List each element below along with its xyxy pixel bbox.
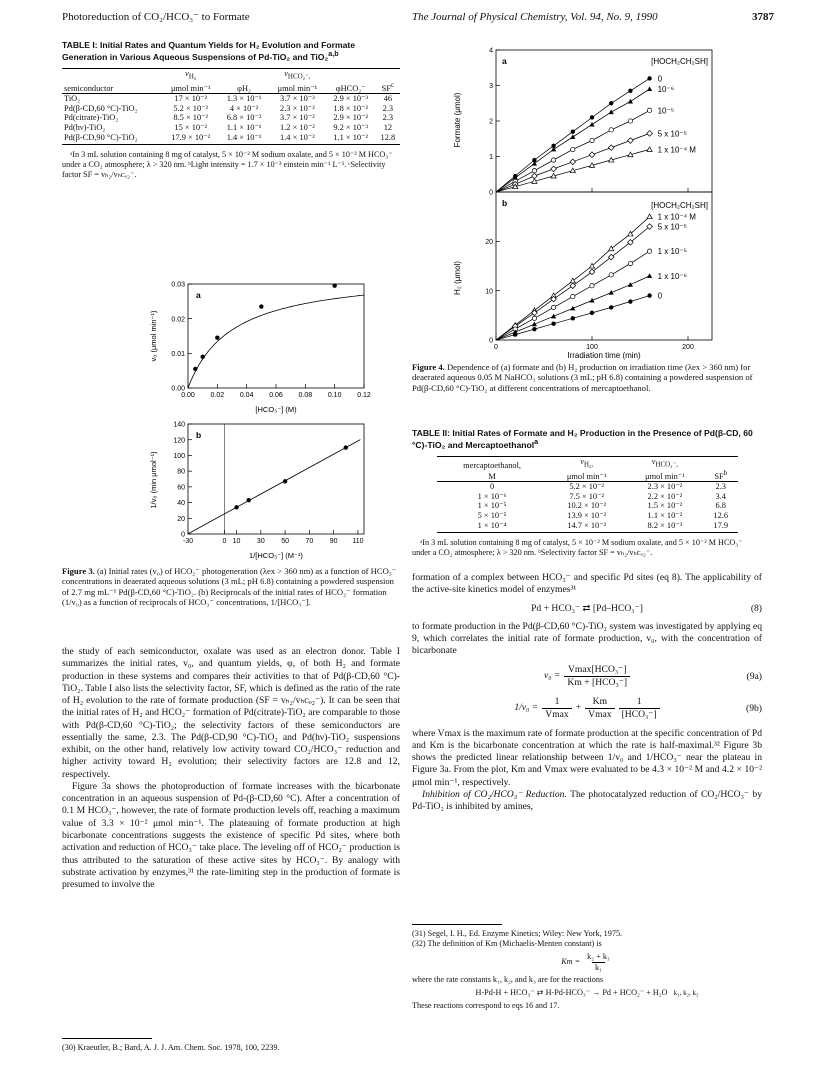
f4b-point [570,278,575,283]
f4a-point [532,169,536,173]
f4a-series-label: 10⁻⁵ [657,106,675,116]
figure3b-point [234,505,238,509]
f4a-point [608,145,614,151]
table2 [437,456,738,533]
f4a-point [609,128,613,132]
f4a-y-tick-label: 1 [489,154,493,162]
f4b-point [609,290,614,295]
km-definition: Km = $\frac{\text{k₂ + k₃}}{\text{k₁}}$ [561,951,610,972]
f4b-point [513,332,517,336]
t2-head-sf: $SF^b$ [704,470,738,482]
figure3b-x-tick-label: 30 [256,538,265,545]
f4b-point [532,322,537,327]
figure3b-ylabel: 1/v₀ (min μmol⁻¹) [149,451,158,509]
f4a-point [647,147,652,152]
figure4a-panel-label: a [502,56,507,66]
f4b-series-label: 1 x 10⁻⁵ [657,247,687,257]
figure4-plots [412,40,762,360]
page-number: 3787 [752,11,774,23]
f4b-point [571,294,575,298]
equation-9a: v₀ = Vmax[HCO₃⁻] Km + [HCO₃⁻] (9a) [543,663,762,688]
f4b-series-label: 1 x 10⁻⁴ M [657,212,696,222]
f4a-point [628,99,633,104]
f4b-x-tick-label: 200 [682,344,694,351]
f4a-point [570,159,576,165]
table-row: 1 × 10⁻⁶ 7.5 × 10⁻² 2.2 × 10⁻² 3.4 [477,491,726,501]
table1-caption-sup: a,b [328,50,339,59]
figure4b-legend-title: [HOCH₂CH₂SH] [651,201,708,210]
reference-31: (31) Segel, I. H., Ed. Enzyme Kinetics; Wiley: New York, 1975. [412,929,623,938]
f4a-point [609,101,613,105]
right-paragraph-3: where Vmax is the maximum rate of formate production at the specific concentration of Pd and Km is the bicarbonate concentration at which the rate is half-maximal.³² Figure 3b shows the predicted linear relationship between 1/v₀ and 1/HCO₃⁻ near the plateau in Figure 3a. From the plot, Km and Vmax were evaluated to be 4.3 × 10⁻² M and 4.2 × 10⁻² μmol min⁻¹, respectively. [412,727,762,788]
table-row: Pd(citrate)-TiO₂ 8.5 × 10⁻² 6.8 × 10⁻² 3.7 × 10⁻² 2.9 × 10⁻² 2.3 [64,113,394,123]
figure3a-panel-label: a [196,290,201,300]
reaction-scheme: H-Pd-H + HCO₃⁻ ⇄ H-Pd-HCO₃⁻ → Pd + HCO₂⁻ + H₂O k₁, k₂, k₃ [475,988,699,998]
figure3a-frame [188,284,364,388]
f4b-point [628,282,633,287]
figure4a-frame [496,50,712,192]
t1-head-semiconductor: semiconductor [62,82,162,94]
figure3b-y-tick-label: 100 [173,453,185,461]
figure4a-legend-title: [HOCH₂CH₂SH] [651,57,708,66]
figure3a-x-tick-label: 0.10 [327,392,342,399]
figure3a-x-tick-label: 0.06 [269,392,283,399]
f4b-point [551,322,555,326]
rate-constant-labels: k₁, k₂, k₃ [673,989,699,998]
f4a-point [647,76,651,80]
f4b-point [589,298,594,303]
figure3b-y-tick-label: 0 [181,531,185,539]
figure3a-point [332,284,336,288]
figure4b-ylabel: H₂ (μmol) [453,261,462,295]
f4a-point [551,166,557,172]
figure3b-point [344,445,348,449]
f4a-point [590,138,594,142]
figure4b-panel-label: b [502,198,508,208]
figure3a-xlabel: [HCO₃⁻] (M) [255,405,297,414]
t1-head-phihco2: φHCO₂⁻ [326,82,376,94]
left-body-text [62,646,400,891]
figure3b-x-tick-label: 50 [281,538,290,545]
right-body-text [412,572,762,813]
f4b-point [551,305,555,309]
f4b-y-tick-label: 0 [489,337,493,345]
figure3b-xlabel: 1/[HCO₃⁻] (M⁻¹) [249,551,303,560]
figure3a-y-tick-label: 0.03 [171,281,185,289]
f4b-point [590,311,594,315]
f4b-series-label: 5 x 10⁻⁵ [657,222,687,232]
figure3b-point [283,479,287,483]
figure3b-y-tick-label: 60 [177,484,185,492]
f4a-y-tick-label: 3 [489,83,493,91]
table-row: Pd(β-CD,60 °C)-TiO₂ 5.2 × 10⁻² 4 × 10⁻² 2.3 × 10⁻² 1.8 × 10⁻² 2.3 [64,103,394,113]
reference-32-text: where the rate constants k₁, k₂, and k₃ are for the reactions [412,975,604,985]
figure3b-panel-label: b [196,430,202,440]
figure3a-point [215,336,219,340]
f4b-x-tick-label: 100 [586,344,598,351]
figure3a-x-tick-label: 0.04 [239,392,254,399]
f4a-point [647,131,653,137]
t2-head-vhco2-top: $v_{HCO_2^-,}$ [626,457,704,470]
table-row: 5 × 10⁻⁵ 13.9 × 10⁻² 1.1 × 10⁻² 12.6 [477,510,729,520]
footnote-rule [412,924,502,925]
figure3a-x-tick-label: 0.08 [298,392,313,399]
figure3b-y-tick-label: 20 [177,515,185,523]
f4a-point [628,89,632,93]
f4a-y-tick-label: 2 [489,118,493,126]
right-references [412,918,762,1011]
f4a-point [589,152,595,158]
figure3b-x-tick-label: 70 [305,538,314,545]
f4b-point [609,246,614,251]
table1 [62,68,400,145]
figure3a-y-tick-label: 0.02 [171,316,185,324]
t2-head-mercapto-top: mercaptoethanol, [437,457,548,470]
f4a-point [628,138,634,144]
reference-32-end: These reactions correspond to eqs 16 and 17. [412,1001,560,1011]
table-row: 1 × 10⁻⁵ 10.2 × 10⁻² 1.5 × 10⁻² 6.8 [477,501,726,511]
f4b-point [532,316,536,320]
f4b-point [609,273,613,277]
running-header-title: Photoreduction of CO₂/HCO₃⁻ to Formate [62,11,250,23]
f4a-point [609,110,614,115]
t1-head-sf: $SF^c$ [376,82,400,94]
f4b-point [570,306,575,311]
t2-head-vh2-top: $v_{H_2,}$ [548,457,626,470]
f4a-point [628,119,632,123]
f4b-point [647,293,651,297]
f4a-point [590,115,594,119]
figure4-caption: Figure 4. Dependence of (a) formate and (b) H₂ production on irradiation time (λex > 360 nm) for deaerated aqueous 0.05 M NaHCO₃ solutions (3 mL; pH 6.8) containing a powdered suspension of Pd(β-CD,60 °C)-TiO₂ at different concentrations of mercaptoethanol. [412,362,753,393]
figure3a-x-tick-label: 0.00 [181,392,195,399]
f4a-point [532,173,538,179]
reference-32: (32) The definition of Km (Michaelis-Menten constant) is [412,938,602,948]
t1-head-vhco2-top: $v_{HCO_2^-,}$ [269,69,325,82]
figure3b-point [246,498,250,502]
table1-block [62,40,400,180]
figure3b-x-tick-label: 10 [232,538,241,545]
f4b-point [628,261,632,265]
figure4b-chart [453,189,712,360]
t2-head-vh2-unit: μmol min⁻¹ [548,470,626,482]
f4a-point [571,147,575,151]
figure3b-x-tick-label: -30 [182,538,194,545]
right-paragraph-2: to formate production in the Pd(β-CD,60 °C)-TiO₂ system was investigated by applying eq 9, which correlates the initial rate of formate production, v₀, with the concentration of bicarbonate [412,620,762,657]
left-paragraph-1: the study of each semiconductor, oxalate was used as an electron donor. Table I summarizes the initial rates, v₀, and quantum yields, φ, of both H₂ and formate production in these systems and compares their activities to that of Pd(β-CD,60 °C)-TiO₂. Table I also lists the selectivity factor, SF, which is defined as the ratio of the rate of H₂ evolution to the rate of formate production (SF = vₕ₂/vₕᴄₒ₂⁻). It can be seen that the initial rates of H₂ and HCO₂⁻ formation of Pd(citrate)-TiO₂ are comparable to those with Pd(β-CD,60 °C)-TiO₂; the selectivity factors of these semiconductors are essentially the same, 2.3. The Pd(β-CD,90 °C)-TiO₂ and Pd(hν)-TiO₂ suspensions exhibit, on the other hand, relatively low activity toward CO₂/HCO₃⁻ reduction and higher activity toward H₂ evolution; their selectivity factors are 12.8 and 12, respectively. [62,646,400,780]
table2-caption: TABLE II: Initial Rates of Formate and H₂ Production in the Presence of Pd(β-CD, 60 °C)-TiO₂ and Mercaptoethanol$^a$ [412,428,753,451]
table-row: 0 5.2 × 10⁻² 2.3 × 10⁻² 2.3 [489,481,726,491]
figure3a-y-tick-label: 0.00 [171,385,185,393]
right-paragraph-1: formation of a complex between HCO₃⁻ and specific Pd sites (eq 8). The applicability of the active-site kinetics model of enzymes³¹ [412,572,762,596]
t2-head-mercapto-unit: M [437,470,548,482]
f4b-point [571,316,575,320]
f4b-point [532,327,536,331]
right-paragraph-4: Inhibition of CO₂/HCO₃⁻ Reduction. The photocatalyzed reduction of CO₂/HCO₃⁻ by Pd-TiO₂ is inhibited by amines, [412,788,762,813]
figure3a-ylabel: v₀ (μmol min⁻¹) [149,310,158,362]
figure3a-point [259,304,263,308]
figure3b-y-tick-label: 120 [173,437,185,445]
figure3b-chart [149,422,364,560]
f4b-series-label: 1 x 10⁻⁶ [657,271,687,281]
f4a-series-line [496,89,650,192]
figure3b-x-tick-label: 0 [222,538,227,545]
left-references [62,1032,400,1053]
f4b-point [570,283,576,289]
figure4a-ylabel: Formate (μmol) [453,92,462,148]
figure4a-chart [453,48,712,197]
table1-caption: TABLE I: Initial Rates and Quantum Yields for H₂ Evolution and Formate Generation in Various Aqueous Suspensions of Pd-TiO₂ and TiO₂$^{a,b}$ [62,40,356,63]
figure3a-x-tick-label: 0.12 [357,392,371,399]
f4b-point [647,273,652,278]
f4a-y-tick-label: 4 [489,47,493,55]
reference-30: (30) Kraeutler, B.; Bard, A. J. J. Am. Chem. Soc. 1978, 100, 2239. [62,1043,280,1052]
f4a-point [647,108,651,112]
figure3a-y-tick-label: 0.01 [171,350,185,358]
f4b-point [628,299,632,303]
equation-8: Pd + HCO₃⁻ ⇄ [Pd–HCO₃⁻] (8) [531,602,762,614]
f4a-series-label: 1 x 10⁻⁴ M [657,145,696,155]
f4a-point [647,86,652,91]
t1-head-phih2: φH₂ [219,82,269,94]
figure3b-y-tick-label: 140 [173,421,185,429]
f4b-series-label: 0 [657,291,663,301]
equation-9b: 1/v₀ = 1 Vmax + Km Vmax 1 [HCO₃⁻] (9b) [514,695,762,720]
f4b-x-tick-label: 0 [494,344,498,351]
f4a-point [571,129,575,133]
table1-footnote: ᵃIn 3 mL solution containing 8 mg of catalyst, 5 × 10⁻² M sodium oxalate, and 5 × 10⁻² M HCO₃⁻ under a CO₂ atmosphere; λ > 320 nm. ᵇLight intensity = 1.7 × 10⁻³ einstein min⁻¹ L⁻¹. ᶜSelectivity factor SF = vₕ₂/vₕᴄₒ₂⁻. [62,150,393,179]
f4b-y-tick-label: 20 [485,238,493,246]
figure3b-fit-line [188,440,361,534]
figure3a-fit-curve [188,295,364,388]
figure3b-y-tick-label: 40 [177,500,185,508]
table2-block [412,428,762,558]
t1-head-vh2-top: $v_{H_2}$ [162,69,218,82]
table-row: TiO₂ 17 × 10⁻² 1.3 × 10⁻¹ 3.7 × 10⁻³ 2.9 × 10⁻³ 46 [64,93,393,103]
figure3a-point [193,367,197,371]
f4b-point [647,214,652,219]
f4a-point [551,158,555,162]
figure3a-chart [149,282,371,414]
f4a-series-label: 10⁻⁶ [657,85,675,95]
running-header-journal: The Journal of Physical Chemistry, Vol. 94, No. 9, 1990 [412,11,658,23]
f4b-point [551,314,556,319]
figure3-plots [62,274,400,564]
f4a-series-label: 0 [657,74,663,84]
figure3b-x-tick-label: 110 [352,538,364,545]
f4a-point [570,134,575,139]
f4b-point [609,305,613,309]
f4a-point [589,122,594,127]
figure4-xlabel: Irradiation time (min) [567,351,641,360]
table2-footnote: ᵃIn 3 mL solution containing 8 mg of catalyst, 5 × 10⁻² M sodium oxalate, and 5 × 10⁻² M HCO₃⁻ under a CO₂ atmosphere; λ > 320 nm. ᵇSelectivity factor SF = vₕ₂/vₕᴄₒ₂⁻. [412,538,743,557]
t1-head-vh2-unit: μmol min⁻¹ [162,82,218,94]
figure3a-point [200,355,204,359]
f4b-point [647,249,651,253]
left-paragraph-2: Figure 3a shows the photoproduction of formate increases with the bicarbonate concentration in an aqueous suspension of Pd-(β-CD,60 °C). After a concentration of 0.1 M HCO₃⁻, however, the rate of formate production levels off, reaching a maximum value of 3.3 × 10⁻² μmol min⁻¹. The plateauing of formate production at high bicarbonate concentrations suggests the existence of specific Pd sites, where both activation and reduction of HCO₃⁻ take place. The leveling off of HCO₂⁻ production is thus attributed to the saturation of these active sites by HCO₃⁻. By analogy with substrate activation by enzymes,³¹ the rate-limiting step in the production of formate is presumed to involve the [62,780,400,891]
footnote-rule [62,1038,152,1039]
f4b-point [590,284,594,288]
figure3a-x-tick-label: 0.02 [210,392,225,399]
table-row: Pd(hν)-TiO₂ 15 × 10⁻² 1.1 × 10⁻¹ 1.2 × 10⁻² 9.2 × 10⁻³ 12 [64,122,393,132]
table-row: 1 × 10⁻⁴ 14.7 × 10⁻² 8.2 × 10⁻³ 17.9 [437,521,738,533]
figure3b-x-tick-label: 90 [329,538,338,545]
f4a-y-tick-label: 0 [489,189,493,197]
t1-head-vhco2-unit: μmol min⁻¹ [269,82,325,94]
figure3-caption: Figure 3. (a) Initial rates (v₀) of HCO₂⁻ photogeneration (λex > 360 nm) as a function of HCO₃⁻ concentrations in deaerated aqueous solutions (3 mL; pH 6.8) containing a powdered suspension of 2.7 mg mL⁻¹ Pd(β-CD,60 °C)-TiO₂. (b) Reciprocals of the initial rates of HCO₂⁻ formation (1/v₀) as a function of reciprocals of HCO₃⁻ concentrations, 1/[HCO₃⁻]. [62,566,397,607]
f4b-y-tick-label: 10 [485,288,493,296]
table-row: Pd(β-CD,90 °C)-TiO₂ 17.9 × 10⁻² 1.4 × 10⁻¹ 1.4 × 10⁻² 1.1 × 10⁻² 12.8 [62,133,400,145]
f4a-series-label: 5 x 10⁻⁵ [657,129,687,139]
figure3b-frame [188,424,364,534]
figure3b-y-tick-label: 80 [177,468,185,476]
t2-head-vhco2-unit: μmol min⁻¹ [626,470,704,482]
